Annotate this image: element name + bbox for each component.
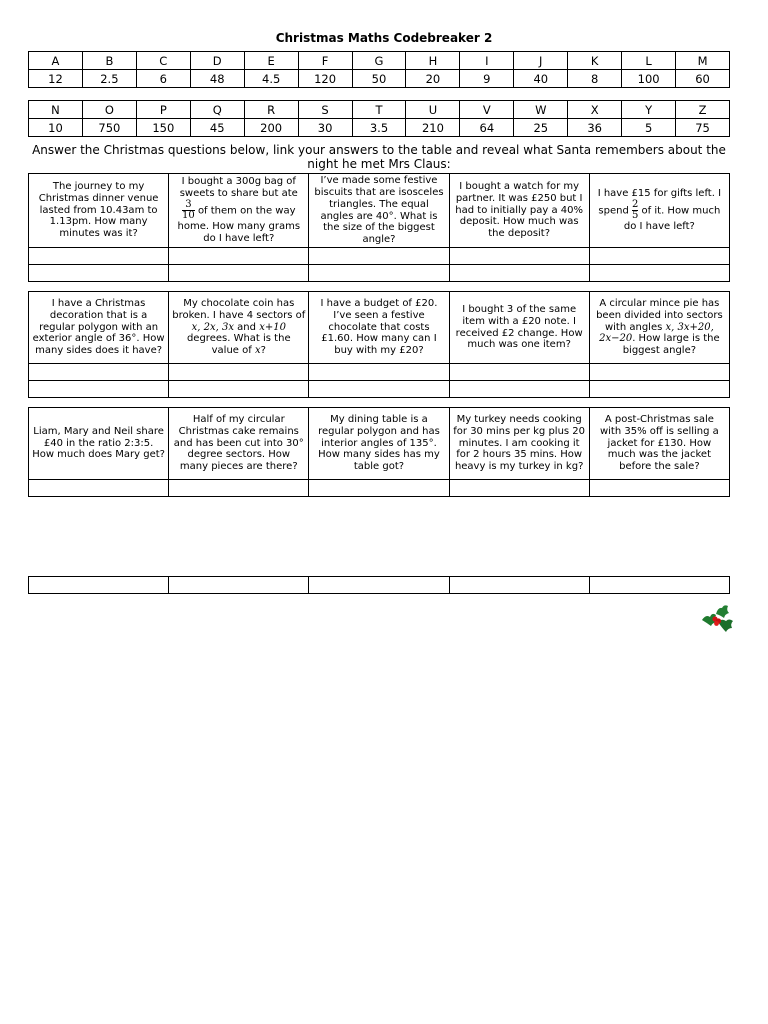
code-value: 48: [190, 70, 244, 88]
answer-cell[interactable]: [449, 577, 589, 594]
answer-cell[interactable]: [309, 248, 449, 265]
answer-cell[interactable]: [169, 364, 309, 381]
question-cell: My chocolate coin has broken. I have 4 sectors of x, 2x, 3x and x+10 degrees. What is the value of x?: [169, 292, 309, 364]
code-value: 150: [136, 119, 190, 137]
code-letter: R: [244, 101, 298, 119]
code-letter: D: [190, 52, 244, 70]
answer-cell[interactable]: [169, 577, 309, 594]
question-cell: I have £15 for gifts left. I spend $\frac{2}{5}$ of it. How much do I have left?: [589, 174, 729, 248]
question-block-1: [28, 173, 730, 282]
answer-cell[interactable]: [589, 381, 729, 398]
question-cell: My turkey needs cooking for 30 mins per kg plus 20 minutes. I am cooking it for 2 hours 35 mins. How heavy is my turkey in kg?: [449, 408, 589, 480]
code-letter: Q: [190, 101, 244, 119]
answer-row: [29, 248, 730, 265]
answer-cell[interactable]: [29, 265, 169, 282]
code-value: 60: [676, 70, 730, 88]
code-letter: O: [82, 101, 136, 119]
page-title: Christmas Maths Codebreaker 2: [275, 31, 493, 45]
code-value: 30: [298, 119, 352, 137]
answer-row: [29, 381, 730, 398]
code-table-1: [28, 51, 730, 88]
question-cell: A post-Christmas sale with 35% off is selling a jacket for £130. How much was the jacket before the sale?: [589, 408, 729, 480]
answer-row: [29, 577, 730, 594]
answer-cell[interactable]: [309, 381, 449, 398]
answer-block-4: [28, 576, 730, 594]
code-value: 3.5: [352, 119, 406, 137]
code-table-2: [28, 100, 730, 137]
code-value: 40: [514, 70, 568, 88]
answer-cell[interactable]: [449, 381, 589, 398]
answer-row: [29, 265, 730, 282]
answer-cell[interactable]: [169, 265, 309, 282]
code-value: 45: [190, 119, 244, 137]
code-letter: B: [82, 52, 136, 70]
answer-cell[interactable]: [169, 381, 309, 398]
code-value: 8: [568, 70, 622, 88]
answer-cell[interactable]: [309, 265, 449, 282]
question-cell: I bought a watch for my partner. It was £250 but I had to initially pay a 40% deposit. How much was the deposit?: [449, 174, 589, 248]
code-value: 36: [568, 119, 622, 137]
answer-cell[interactable]: [309, 577, 449, 594]
question-cell: My dining table is a regular polygon and has interior angles of 135°. How many sides has my table got?: [309, 408, 449, 480]
answer-cell[interactable]: [589, 265, 729, 282]
answer-cell[interactable]: [29, 480, 169, 497]
code-letter: K: [568, 52, 622, 70]
code-letter: W: [514, 101, 568, 119]
code-letter: S: [298, 101, 352, 119]
code-letter: G: [352, 52, 406, 70]
answer-cell[interactable]: [309, 364, 449, 381]
answer-cell[interactable]: [449, 480, 589, 497]
question-block-3: [28, 407, 730, 497]
answer-cell[interactable]: [589, 248, 729, 265]
code-letter: Z: [676, 101, 730, 119]
code-letter: Y: [622, 101, 676, 119]
code-letter: A: [29, 52, 83, 70]
code-value: 120: [298, 70, 352, 88]
code-value: 75: [676, 119, 730, 137]
instructions: Answer the Christmas questions below, link your answers to the table and reveal what Santa remembers about the night he met Mrs Claus:: [32, 143, 726, 171]
code-letter: M: [676, 52, 730, 70]
answer-cell[interactable]: [29, 381, 169, 398]
answer-cell[interactable]: [589, 480, 729, 497]
code-letter: L: [622, 52, 676, 70]
answer-cell[interactable]: [29, 364, 169, 381]
code-letter: X: [568, 101, 622, 119]
code-value: 4.5: [244, 70, 298, 88]
answer-cell[interactable]: [589, 364, 729, 381]
answer-cell[interactable]: [169, 248, 309, 265]
answer-cell[interactable]: [449, 364, 589, 381]
question-block-2: [28, 291, 730, 398]
code-letter: F: [298, 52, 352, 70]
answer-cell[interactable]: [589, 577, 729, 594]
code-value: 2.5: [82, 70, 136, 88]
code-letter: N: [29, 101, 83, 119]
code-letter: E: [244, 52, 298, 70]
code-value: 20: [406, 70, 460, 88]
code-value: 210: [406, 119, 460, 137]
code-value: 64: [460, 119, 514, 137]
code-letter: V: [460, 101, 514, 119]
question-cell: I’ve made some festive biscuits that are isosceles triangles. The equal angles are 40°. What is the size of the biggest angle?: [309, 174, 449, 248]
question-cell: The journey to my Christmas dinner venue lasted from 10.43am to 1.13pm. How many minutes was it?: [29, 174, 169, 248]
code-value: 100: [622, 70, 676, 88]
code-value: 50: [352, 70, 406, 88]
answer-cell[interactable]: [449, 248, 589, 265]
code-letter: C: [136, 52, 190, 70]
code-letter: P: [136, 101, 190, 119]
code-letter: H: [406, 52, 460, 70]
code-letter: T: [352, 101, 406, 119]
code-value: 6: [136, 70, 190, 88]
answer-row: [29, 480, 730, 497]
code-value: 9: [460, 70, 514, 88]
answer-cell[interactable]: [29, 577, 169, 594]
answer-row: [29, 364, 730, 381]
answer-cell[interactable]: [309, 480, 449, 497]
question-cell: Half of my circular Christmas cake remains and has been cut into 30° degree sectors. How many pieces are there?: [169, 408, 309, 480]
fraction: $\frac{3}{10}$: [182, 199, 195, 221]
code-letter: U: [406, 101, 460, 119]
question-cell: Liam, Mary and Neil share £40 in the ratio 2:3:5. How much does Mary get?: [29, 408, 169, 480]
code-value: 12: [29, 70, 83, 88]
question-cell: I have a Christmas decoration that is a regular polygon with an exterior angle of 36°. How many sides does it have?: [29, 292, 169, 364]
question-cell: I bought a 300g bag of sweets to share but ate $\frac{3}{10}$ of them on the way home. How many grams do I have left?: [169, 174, 309, 248]
code-value: 750: [82, 119, 136, 137]
code-value: 25: [514, 119, 568, 137]
question-cell: A circular mince pie has been divided into sectors with angles x, 3x+20, 2x−20. How large is the biggest angle?: [589, 292, 729, 364]
answer-cell[interactable]: [449, 265, 589, 282]
answer-cell[interactable]: [169, 480, 309, 497]
answer-cell[interactable]: [29, 248, 169, 265]
code-value: 5: [622, 119, 676, 137]
code-letter: J: [514, 52, 568, 70]
code-letter: I: [460, 52, 514, 70]
holly-icon: [700, 602, 734, 634]
fraction: $\frac{2}{5}$: [631, 199, 639, 221]
question-cell: I have a budget of £20. I’ve seen a festive chocolate that costs £1.60. How many can I buy with my £20?: [309, 292, 449, 364]
code-value: 10: [29, 119, 83, 137]
code-value: 200: [244, 119, 298, 137]
question-cell: I bought 3 of the same item with a £20 note. I received £2 change. How much was one item?: [449, 292, 589, 364]
